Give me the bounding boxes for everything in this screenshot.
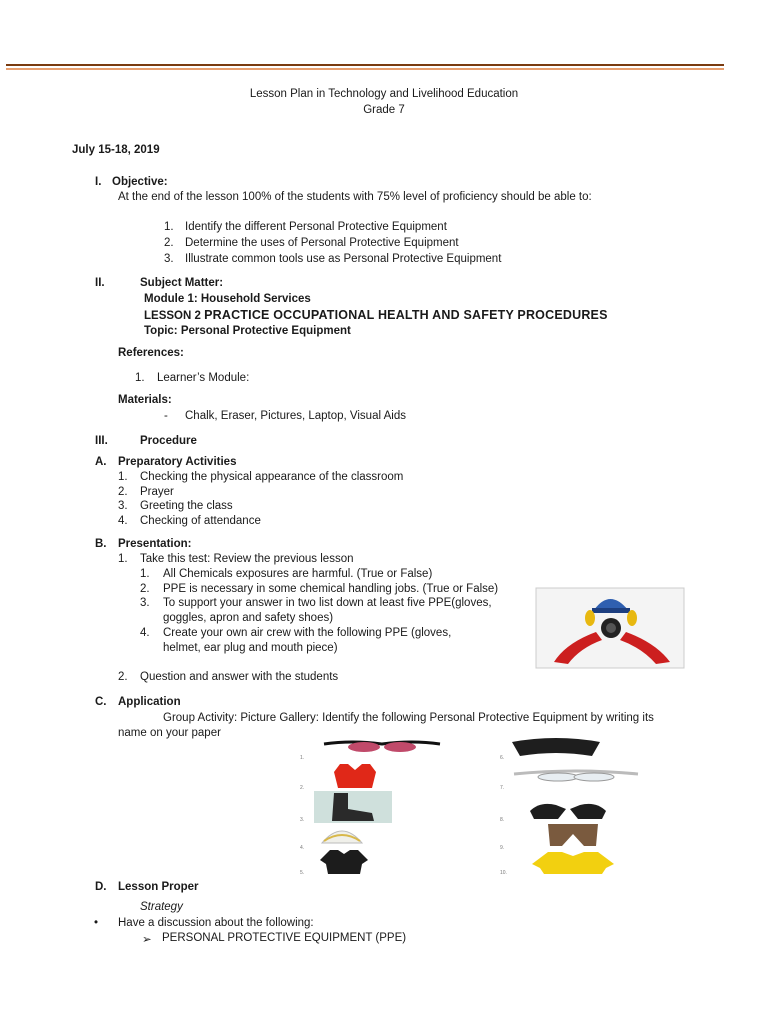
- prep-item-num: 2.: [118, 486, 128, 498]
- header-rule-top: [6, 64, 724, 66]
- test-item-num: 1.: [140, 568, 150, 580]
- prep-item-num: 4.: [118, 515, 128, 527]
- prep-item-num: 3.: [118, 500, 128, 512]
- subject-lesson: [144, 308, 608, 322]
- subject-module: Module 1: Household Services: [144, 293, 311, 305]
- procedure-heading: Procedure: [140, 435, 197, 447]
- arrow-bullet-icon: ➢: [142, 934, 152, 946]
- section-a-heading: Preparatory Activities: [118, 456, 237, 468]
- vest-image: [332, 762, 378, 790]
- objective-item-num: 2.: [164, 237, 174, 249]
- lesson-date: July 15-18, 2019: [72, 144, 160, 156]
- gallery-number: 1.: [300, 755, 305, 761]
- goggles-image: [322, 738, 442, 754]
- face-shield-image: [508, 736, 604, 758]
- document-grade: Grade 7: [363, 104, 405, 116]
- test-item-continued: goggles, apron and safety shoes): [163, 612, 334, 624]
- section-d-letter: D.: [95, 881, 107, 893]
- reference-num: 1.: [135, 372, 145, 384]
- presentation-item: Take this test: Review the previous lesson: [140, 553, 354, 565]
- discussion-line: Have a discussion about the following:: [118, 917, 314, 929]
- prep-item: Checking the physical appearance of the classroom: [140, 471, 404, 483]
- procedure-numeral: III.: [95, 435, 108, 447]
- objective-numeral: I.: [95, 176, 102, 188]
- prep-item: Checking of attendance: [140, 515, 261, 527]
- test-item-num: 4.: [140, 627, 150, 639]
- boots-image: [314, 791, 392, 823]
- section-c-letter: C.: [95, 696, 107, 708]
- references-heading: References:: [118, 347, 184, 359]
- section-c-heading: Application: [118, 696, 181, 708]
- lesson-title: PRACTICE OCCUPATIONAL HEALTH AND SAFETY PROCEDURES: [204, 308, 608, 322]
- application-line-continued: name on your paper: [118, 727, 221, 739]
- test-item-num: 3.: [140, 597, 150, 609]
- raincoat-image: [528, 850, 618, 876]
- gallery-number: 7.: [500, 785, 505, 791]
- objective-item: Illustrate common tools use as Personal Protective Equipment: [185, 253, 502, 265]
- materials-dash: -: [164, 410, 168, 422]
- test-item: All Chemicals exposures are harmful. (True or False): [163, 568, 433, 580]
- gallery-number: 10.: [500, 870, 507, 876]
- reference-item: Learner’s Module:: [157, 372, 250, 384]
- ppe-aircrew-image: [536, 588, 684, 668]
- section-b-letter: B.: [95, 538, 107, 550]
- objective-heading: Objective:: [112, 176, 168, 188]
- gallery-number: 4.: [300, 845, 305, 851]
- header-rule-bottom: [6, 68, 724, 70]
- objective-item: Determine the uses of Personal Protective Equipment: [185, 237, 459, 249]
- application-line: Group Activity: Picture Gallery: Identify the following Personal Protective Equipment by writing its: [163, 712, 654, 724]
- section-b-heading: Presentation:: [118, 538, 192, 550]
- prep-item: Prayer: [140, 486, 174, 498]
- materials-heading: Materials:: [118, 394, 172, 406]
- presentation-item-num: 1.: [118, 553, 128, 565]
- ear-plug-icon: [585, 610, 595, 626]
- mask-image: [318, 825, 366, 847]
- gallery-number: 8.: [500, 817, 505, 823]
- subject-topic: Topic: Personal Protective Equipment: [144, 325, 351, 337]
- objective-intro: At the end of the lesson 100% of the students with 75% level of proficiency should be able to:: [118, 191, 592, 203]
- objective-item-num: 1.: [164, 221, 174, 233]
- presentation-item: Question and answer with the students: [140, 671, 339, 683]
- prep-item-num: 1.: [118, 471, 128, 483]
- gloves-image: [526, 799, 610, 821]
- test-item: To support your answer in two list down at least five PPE(gloves,: [163, 597, 492, 609]
- objective-item: Identify the different Personal Protective Equipment: [185, 221, 447, 233]
- prep-item: Greeting the class: [140, 500, 233, 512]
- lesson-prefix: LESSON 2: [144, 310, 201, 322]
- subject-numeral: II.: [95, 277, 105, 289]
- materials-list: Chalk, Eraser, Pictures, Laptop, Visual Aids: [185, 410, 406, 422]
- test-item-num: 2.: [140, 583, 150, 595]
- jacket-image: [318, 848, 370, 876]
- subject-heading: Subject Matter:: [140, 277, 224, 289]
- test-item-continued: helmet, ear plug and mouth piece): [163, 642, 338, 654]
- presentation-item-num: 2.: [118, 671, 128, 683]
- gallery-number: 3.: [300, 817, 305, 823]
- section-a-letter: A.: [95, 456, 107, 468]
- strategy-label: Strategy: [140, 901, 183, 913]
- test-item: PPE is necessary in some chemical handling jobs. (True or False): [163, 583, 499, 595]
- gallery-number: 6.: [500, 755, 505, 761]
- gallery-number: 2.: [300, 785, 305, 791]
- test-item: Create your own air crew with the following PPE (gloves,: [163, 627, 452, 639]
- ppe-heading: PERSONAL PROTECTIVE EQUIPMENT (PPE): [162, 932, 407, 944]
- apron-image: [544, 822, 602, 848]
- document-title: Lesson Plan in Technology and Livelihood Education: [249, 88, 519, 100]
- section-d-heading: Lesson Proper: [118, 881, 199, 893]
- gallery-number: 9.: [500, 845, 505, 851]
- bullet-icon: •: [94, 917, 99, 929]
- objective-item-num: 3.: [164, 253, 174, 265]
- gallery-number: 5.: [300, 870, 305, 876]
- safety-glasses-image: [512, 768, 640, 784]
